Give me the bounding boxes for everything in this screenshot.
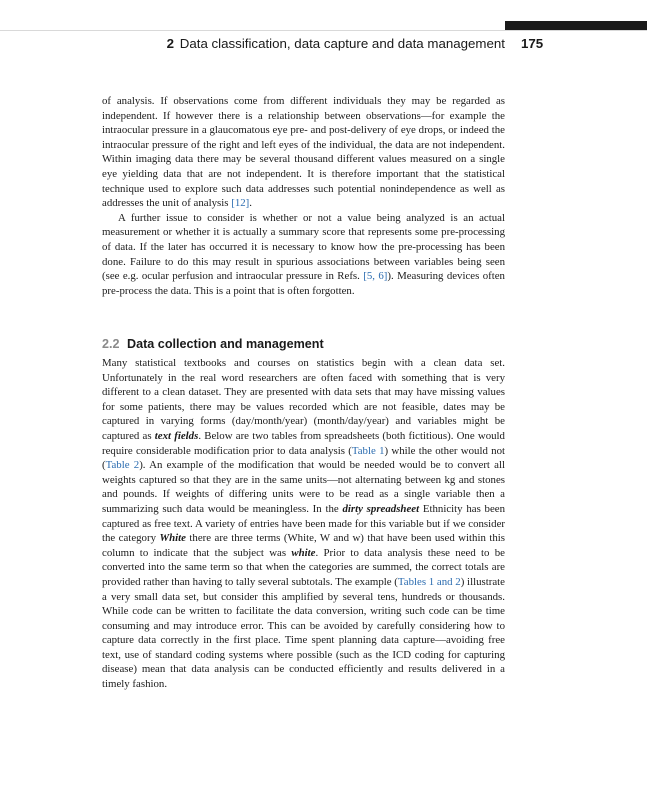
citation-link[interactable]: Table 2 bbox=[105, 459, 140, 472]
section-title: Data collection and management bbox=[127, 337, 324, 351]
text-run: there are three terms (White, W and w) that have been used within this column to indicate that the subject was bbox=[102, 532, 505, 559]
emphasized-term: white bbox=[291, 546, 316, 559]
text-run: Ethnicity has been captured as free text. A variety of entries have been made for this variable but if we consider the category bbox=[102, 502, 506, 545]
page-number: 175 bbox=[521, 36, 544, 51]
emphasized-term: White bbox=[159, 532, 186, 545]
paragraph bbox=[102, 356, 505, 692]
chapter-number: 2 bbox=[166, 36, 175, 51]
text-run: ) while the other would not ( bbox=[102, 444, 506, 472]
header-tab-bar bbox=[505, 21, 647, 30]
emphasized-term: dirty spreadsheet bbox=[342, 502, 420, 515]
citation-link[interactable]: Table 1 bbox=[351, 444, 385, 457]
text-run: ). Measuring devices often pre-process the data. This is a point that is often forgotten. bbox=[102, 270, 505, 297]
emphasized-term: text fields bbox=[154, 429, 199, 442]
text-run: ). An example of the modification that would be needed would be to convert all weights captured so that they are in the same units—not alternating between kg and stones and pounds. If weights of differing units were to be read as a single variable then a summarizing such data would be meaningless. In the bbox=[102, 459, 505, 515]
text-run: ) illustrate a very small data set, but consider this amplified by several tens, hundreds or thousands. While code can be written to facilitate the data conversion, writing such code can be time consuming and may introduce error. This can be avoided by carefully considering how to capture data correctly in the first place. Time spent planning data capture—avoiding free text, use of standard coding systems where possible (such as the ICD coding for capturing disease) mean that data analysis can be conducted efficiently and results delivered in a timely fashion. bbox=[102, 575, 505, 691]
text-run: of analysis. If observations come from different individuals they may be regarded as independent. If however there is a relationship between observations—for example the intraocular pressure in a glaucomatous eye pre- and post-delivery of eye drops, or indeed the intraocular pressure of the right and left eyes of the individual, the data are not independent. Within imaging data there may be several thousand different values measured on a single eye yielding data that are not independent. It is therefore important that the statistical technique used to explore such data addresses such potential nonindependence as well as addresses the unit of analysis bbox=[102, 95, 505, 210]
text-run: . Below are two tables from spreadsheets (both fictitious). One would require considerable modification prior to data analysis ( bbox=[102, 429, 505, 457]
text-run: Many statistical textbooks and courses on statistics begin with a clean data set. Unfortunately in the real word researchers are often faced with something that is very different to a clean dataset. They are presented with data sets that may have missing values for some patients, there may be values recorded which are not feasible, dates may be captured in varying forms (day/month/year) (month/day/year) and variables might be captured as bbox=[102, 357, 505, 442]
section-heading bbox=[102, 337, 505, 351]
paragraph bbox=[102, 94, 505, 211]
body-text-top bbox=[102, 94, 505, 298]
chapter-title: Data classification, data capture and data management bbox=[179, 36, 505, 51]
text-run: A further issue to consider is whether or not a value being analyzed is an actual measurement or whether it is actually a summary score that represents some pre-processing of data. If the later has occurred it is necessary to know how the pre-processing has been done. Failure to do this may result in spurious associations between variables being seen (see e.g. ocular perfusion and intraocular pressure in Refs. bbox=[102, 211, 505, 283]
text-run: . Prior to data analysis these need to be converted into the same term so that when the categories are summed, the correct totals are provided rather than having to tally several subtotals. The example ( bbox=[102, 546, 505, 588]
body-text-section bbox=[102, 356, 505, 692]
paragraph bbox=[102, 211, 505, 299]
citation-link[interactable]: [12] bbox=[231, 197, 250, 210]
text-run: . bbox=[249, 197, 252, 210]
running-head bbox=[100, 36, 505, 51]
citation-link[interactable]: [5, 6] bbox=[363, 270, 388, 283]
section-number: 2.2 bbox=[102, 337, 120, 351]
header-rule bbox=[0, 30, 647, 31]
citation-link[interactable]: Tables 1 and 2 bbox=[397, 575, 461, 588]
